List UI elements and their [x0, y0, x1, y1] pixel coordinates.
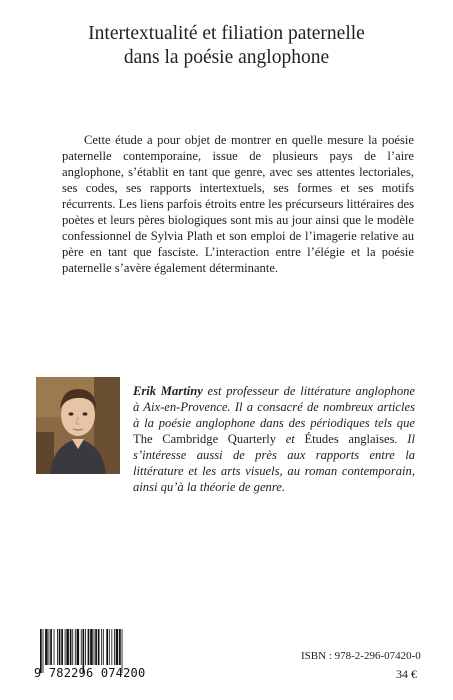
barcode-bar [94, 629, 95, 665]
barcode-bar [111, 629, 112, 665]
journal-title-2: Études anglaises [304, 432, 395, 446]
price-label: 34 € [396, 667, 417, 681]
barcode-bar [59, 629, 61, 665]
book-title-line-1: Intertextualité et filiation paternelle [88, 23, 365, 44]
barcode-bar [49, 629, 50, 665]
barcode-bar [81, 629, 82, 665]
barcode-bar [50, 629, 52, 665]
barcode-bar [106, 629, 108, 665]
barcode-bar [90, 629, 93, 665]
author-bio [133, 383, 415, 495]
barcode-bar [61, 629, 63, 665]
barcode-bar [72, 629, 73, 665]
barcode-bar [103, 629, 104, 665]
barcode-bar [85, 629, 86, 665]
author-name: Erik Martiny [133, 384, 203, 398]
barcode-bar [57, 629, 58, 665]
barcode-bar [98, 629, 100, 665]
isbn-label: ISBN : 978-2-296-07420-0 [301, 650, 421, 662]
abstract-paragraph: Cette étude a pour objet de montrer en quelle mesure la poésie paternelle contemporaine, issue de plusieurs pays de l’aire anglophone, s’établit en tant que genre, avec ses attentes lectoriales, ses codes, ses rapports intertextuels, ses formes et ses motifs récurrents. Les liens parfois étroits entre les précurseurs littéraires des poètes et leurs pères biologiques sont mis au jour ainsi que le modèle confessionnel de Sylvia Plath et son emploi de l’imagerie relative au père en tant que fasciste. L’interaction entre l’élégie et la poésie paternelle s’avère également déterminante. [62, 133, 414, 275]
bio-text-1: est professeur de littérature anglophone à Aix-en-Provence. Il a consacré de nombreux articles à la poésie anglophone dans des périodiques tels que [133, 384, 415, 430]
barcode-bar [101, 629, 102, 665]
barcode-bar [88, 629, 90, 665]
barcode-digits: 9 782296 074200 [34, 666, 146, 680]
author-photo [36, 377, 120, 474]
barcode-bar [119, 629, 121, 665]
barcode-bar [109, 629, 110, 665]
barcode-bar [95, 629, 97, 665]
barcode-bar [75, 629, 76, 665]
book-title-line-2: dans la poésie anglophone [123, 47, 330, 68]
barcode-bar [66, 629, 69, 665]
barcode-bar [45, 629, 48, 665]
barcode-bar [54, 629, 55, 665]
bio-text-2: et [276, 432, 305, 446]
barcode-bar [77, 629, 80, 665]
barcode-bar [70, 629, 72, 665]
bio-text-3: . Il s’intéresse aussi de près aux rapports entre la littérature et les arts visuels, au roman contemporain, ainsi qu’à la théorie de genre. [133, 432, 415, 494]
barcode-bar [114, 629, 115, 665]
barcode-bar [116, 629, 119, 665]
journal-title-1: The Cambridge Quarterly [133, 432, 277, 446]
barcode-bar [65, 629, 66, 665]
book-title [0, 22, 453, 70]
